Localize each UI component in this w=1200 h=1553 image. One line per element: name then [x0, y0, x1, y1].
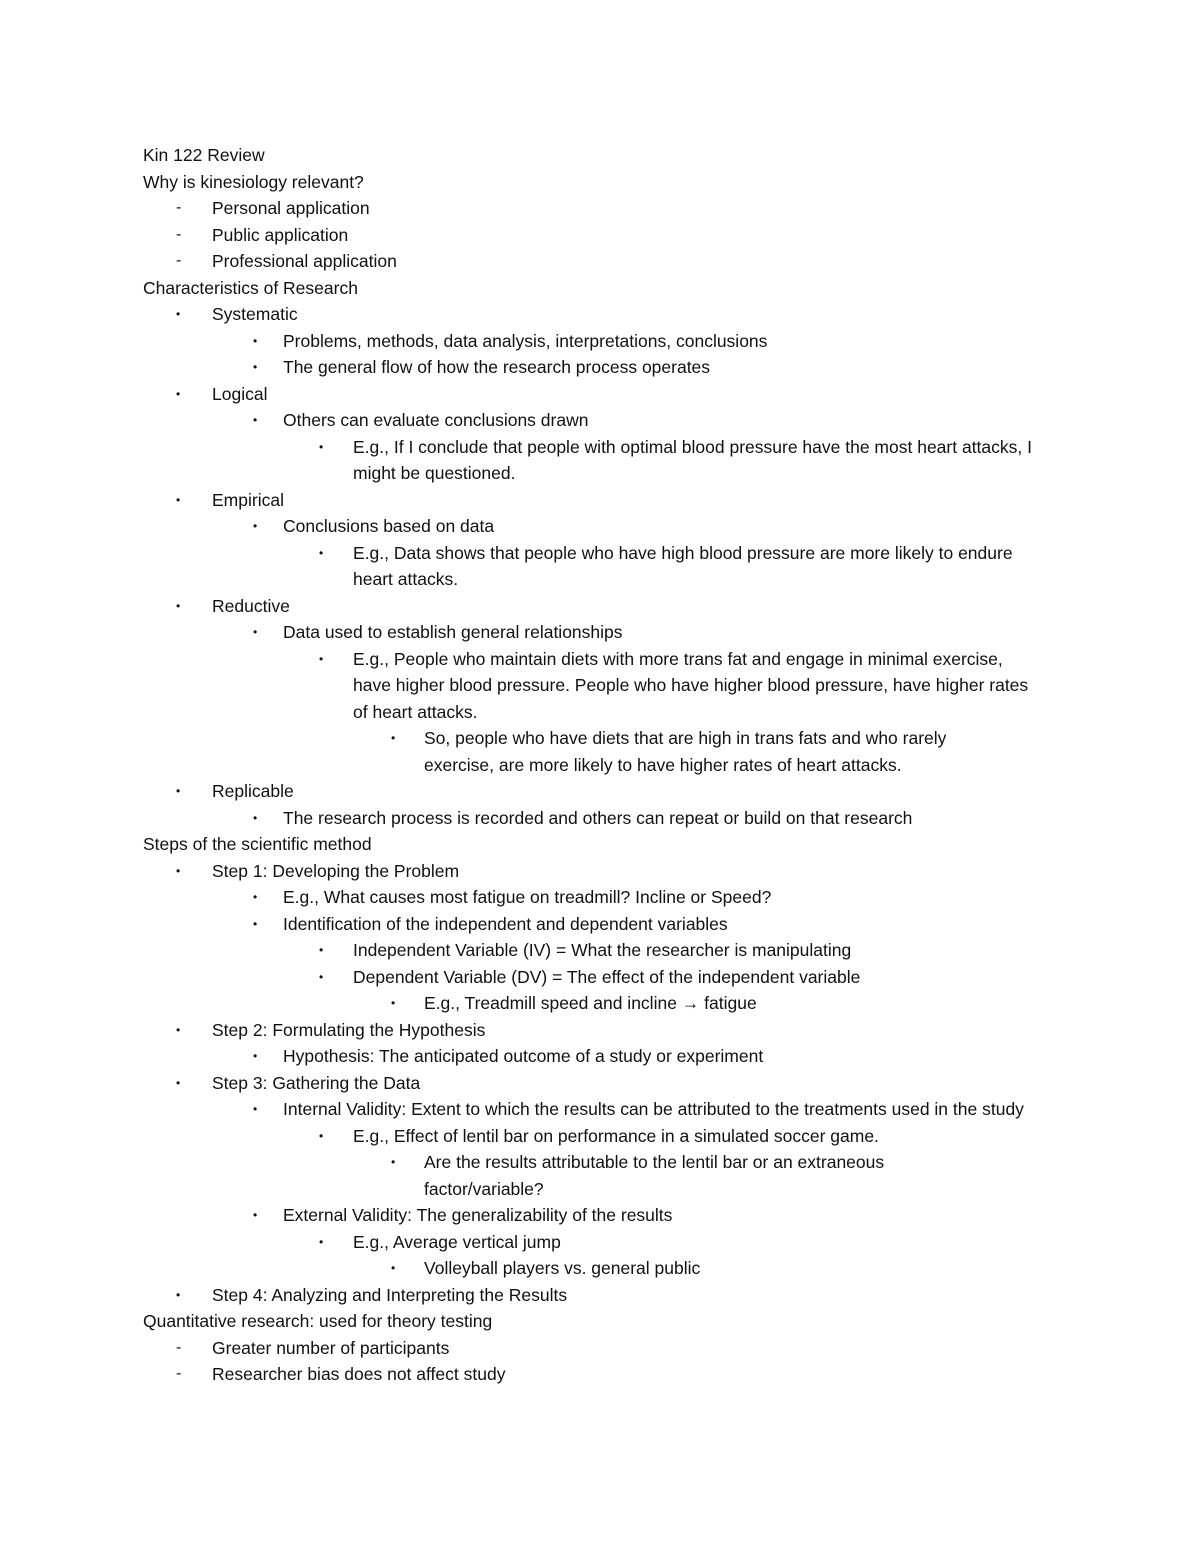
- bullet-marker: •: [391, 731, 396, 745]
- line-text: The research process is recorded and others can repeat or build on that research: [283, 807, 913, 828]
- list-item-others-can-evaluate-conclusions-drawn: [143, 407, 1103, 434]
- line-text: External Validity: The generalizability of the results: [283, 1205, 673, 1225]
- list-item-greater-number-of-participants: [143, 1335, 1103, 1362]
- list-item-so-people-who-have-diets-that-are-high-i: [143, 725, 984, 778]
- line-text: Conclusions based on data: [283, 516, 495, 536]
- section-heading-steps-of-the-scientific-method: [143, 831, 1103, 858]
- bullet-marker: •: [253, 360, 258, 374]
- line-text: E.g., Average vertical jump: [353, 1231, 561, 1252]
- line-text: Problems, methods, data analysis, interpretations, conclusions: [283, 330, 768, 351]
- list-item-internal-validity-extent-to-which-the-re: [143, 1096, 1193, 1123]
- line-text: The general flow of how the research process operates: [283, 357, 711, 377]
- dash-marker: -: [176, 225, 182, 243]
- list-item-logical: [143, 381, 1103, 408]
- line-text: Others can evaluate conclusions drawn: [283, 410, 589, 430]
- bullet-marker: •: [176, 1287, 181, 1302]
- line-text: Internal Validity: Extent to which the results can be attributed to the treatments used in the study: [283, 1099, 1024, 1119]
- bullet-marker: •: [253, 333, 258, 348]
- bullet-marker: •: [319, 651, 324, 666]
- list-item-replicable: [143, 778, 1103, 805]
- line-text: Step 3: Gathering the Data: [212, 1072, 421, 1093]
- bullet-marker: •: [253, 1208, 258, 1222]
- bullet-marker: •: [391, 1261, 396, 1275]
- bullet-marker: •: [319, 943, 324, 957]
- list-item-data-used-to-establish-general-relations: [143, 619, 1103, 646]
- list-item-external-validity-the-generalizability-o: [143, 1202, 1103, 1229]
- list-item-step-1-developing-the-problem: [143, 858, 1103, 885]
- bullet-marker: •: [253, 519, 258, 533]
- line-text: E.g., People who maintain diets with more trans fat and engage in minimal exercise, have higher blood pressure. People who have higher blood pressure, have higher rates of heart attacks.: [353, 648, 1029, 722]
- list-item-e-g-treadmill-speed-and-incline-fatigue: [143, 990, 1103, 1017]
- section-heading-characteristics-of-research: [143, 275, 1103, 302]
- dash-marker: -: [176, 1365, 182, 1382]
- bullet-marker: •: [176, 863, 181, 878]
- line-text: E.g., Data shows that people who have high blood pressure are more likely to endure heart attacks.: [353, 542, 1013, 589]
- line-text: Step 1: Developing the Problem: [212, 860, 460, 881]
- line-text: Greater number of participants: [212, 1337, 450, 1358]
- bullet-marker: •: [176, 1022, 181, 1037]
- line-text: Steps of the scientific method: [143, 834, 372, 854]
- bullet-marker: •: [319, 545, 324, 560]
- list-item-conclusions-based-on-data: [143, 513, 1103, 540]
- list-item-e-g-people-who-maintain-diets-with-more-: [143, 646, 1043, 726]
- line-text: E.g., If I conclude that people with optimal blood pressure have the most heart attacks, I might be questioned.: [353, 436, 1032, 483]
- bullet-marker: •: [253, 413, 258, 427]
- line-text: Identification of the independent and dependent variables: [283, 913, 728, 934]
- list-item-e-g-effect-of-lentil-bar-on-performance-: [143, 1123, 1103, 1150]
- list-item-public-application: [143, 222, 1103, 249]
- section-heading-quantitative-research-used-for-theory-te: [143, 1308, 1103, 1335]
- line-text: Reductive: [212, 595, 290, 616]
- line-text: E.g., Treadmill speed and incline → fatigue: [424, 993, 757, 1013]
- bullet-marker: •: [253, 810, 258, 825]
- bullet-marker: •: [176, 307, 181, 321]
- line-text: Hypothesis: The anticipated outcome of a study or experiment: [283, 1046, 764, 1066]
- line-text: Volleyball players vs. general public: [424, 1258, 701, 1278]
- list-item-empirical: [143, 487, 1103, 514]
- bullet-marker: •: [319, 439, 324, 454]
- line-text: Are the results attributable to the lentil bar or an extraneous factor/variable?: [424, 1152, 885, 1199]
- line-text: Dependent Variable (DV) = The effect of the independent variable: [353, 966, 861, 987]
- list-item-independent-variable-iv-what-the-researc: [143, 937, 1103, 964]
- line-text: Kin 122 Review: [143, 145, 265, 165]
- line-text: E.g., Effect of lentil bar on performance in a simulated soccer game.: [353, 1125, 879, 1146]
- document-body: [143, 142, 1103, 1388]
- list-item-e-g-what-causes-most-fatigue-on-treadmil: [143, 884, 1103, 911]
- list-item-step-3-gathering-the-data: [143, 1070, 1103, 1097]
- dash-marker: -: [176, 252, 182, 269]
- bullet-marker: •: [176, 386, 181, 401]
- line-text: Replicable: [212, 781, 294, 801]
- line-text: Data used to establish general relationships: [283, 622, 623, 642]
- section-heading-kin-122-review: [143, 142, 1103, 169]
- bullet-marker: •: [253, 916, 258, 931]
- list-item-e-g-data-shows-that-people-who-have-high: [143, 540, 1043, 593]
- list-item-hypothesis-the-anticipated-outcome-of-a-: [143, 1043, 1103, 1070]
- list-item-step-4-analyzing-and-interpreting-the-re: [143, 1282, 1103, 1309]
- list-item-personal-application: [143, 195, 1103, 222]
- list-item-are-the-results-attributable-to-the-lent: [143, 1149, 984, 1202]
- line-text: Step 2: Formulating the Hypothesis: [212, 1019, 486, 1040]
- list-item-systematic: [143, 301, 1103, 328]
- list-item-volleyball-players-vs-general-public: [143, 1255, 1103, 1282]
- dash-marker: -: [176, 1338, 182, 1356]
- line-text: Independent Variable (IV) = What the researcher is manipulating: [353, 940, 852, 960]
- list-item-e-g-if-i-conclude-that-people-with-optim: [143, 434, 1043, 487]
- list-item-reductive: [143, 593, 1103, 620]
- line-text: Quantitative research: used for theory testing: [143, 1311, 493, 1331]
- bullet-marker: •: [176, 784, 181, 798]
- line-text: Why is kinesiology relevant?: [143, 171, 364, 192]
- line-text: Researcher bias does not affect study: [212, 1364, 506, 1384]
- bullet-marker: •: [176, 598, 181, 613]
- list-item-step-2-formulating-the-hypothesis: [143, 1017, 1103, 1044]
- list-item-e-g-average-vertical-jump: [143, 1229, 1103, 1256]
- bullet-marker: •: [253, 625, 258, 639]
- line-text: Empirical: [212, 489, 284, 510]
- bullet-marker: •: [253, 1049, 258, 1063]
- list-item-the-general-flow-of-how-the-research-pro: [143, 354, 1103, 381]
- line-text: So, people who have diets that are high in trans fats and who rarely exercise, are more likely to have higher rates of heart attacks.: [424, 728, 947, 775]
- line-text: Characteristics of Research: [143, 277, 358, 298]
- line-text: Personal application: [212, 198, 370, 218]
- bullet-marker: •: [253, 1102, 258, 1116]
- bullet-marker: •: [391, 1155, 396, 1169]
- list-item-researcher-bias-does-not-affect-study: [143, 1361, 1103, 1388]
- list-item-professional-application: [143, 248, 1103, 275]
- line-text: E.g., What causes most fatigue on treadmill? Incline or Speed?: [283, 887, 772, 907]
- line-text: Systematic: [212, 304, 298, 324]
- bullet-marker: •: [391, 996, 396, 1010]
- line-text: Step 4: Analyzing and Interpreting the Results: [212, 1284, 568, 1305]
- bullet-marker: •: [319, 969, 324, 984]
- bullet-marker: •: [176, 1075, 181, 1090]
- line-text: Logical: [212, 383, 268, 404]
- line-text: Public application: [212, 224, 349, 245]
- bullet-marker: •: [253, 890, 258, 904]
- bullet-marker: •: [319, 1128, 324, 1143]
- list-item-identification-of-the-independent-and-de: [143, 911, 1103, 938]
- dash-marker: -: [176, 199, 182, 216]
- list-item-the-research-process-is-recorded-and-oth: [143, 805, 1193, 832]
- section-heading-why-is-kinesiology-relevant: [143, 169, 1103, 196]
- line-text: Professional application: [212, 251, 397, 271]
- bullet-marker: •: [176, 492, 181, 507]
- list-item-dependent-variable-dv-the-effect-of-the-: [143, 964, 1103, 991]
- bullet-marker: •: [319, 1234, 324, 1249]
- list-item-problems-methods-data-analysis-interpret: [143, 328, 1103, 355]
